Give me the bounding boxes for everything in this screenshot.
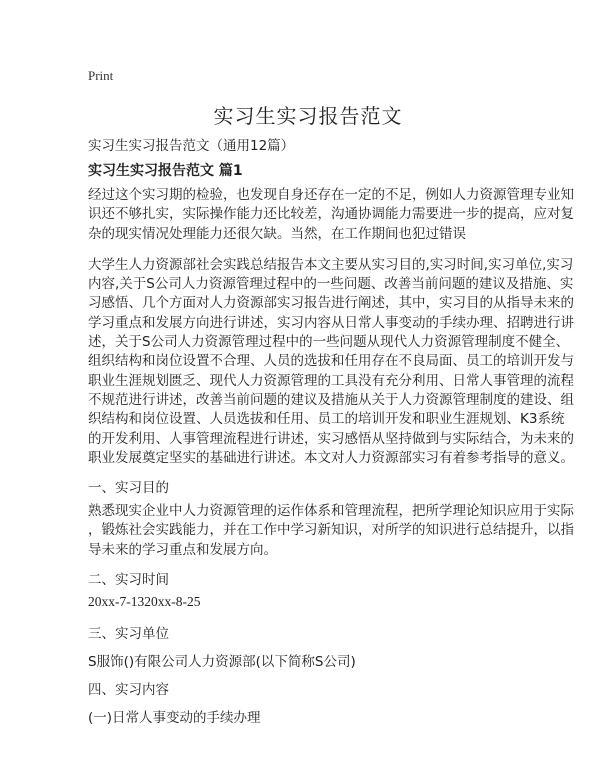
document-title: 实习生实习报告范文	[213, 104, 403, 128]
text-line: 组织结构和岗位设置不合理、人员的选拔和任用存在不良局面、员工的培训开发与	[88, 353, 574, 370]
paragraph-2	[88, 256, 574, 468]
paragraph-1	[88, 186, 574, 244]
internship-unit: S服饰()有限公司人力资源部(以下简称S公司)	[88, 654, 356, 671]
text-line: 职业发展奠定坚实的基础进行讲述。本文对人力资源部实习有着参考指导的意义。	[88, 449, 574, 466]
subsection-1-heading: (一)日常人事变动的手续办理	[88, 710, 261, 727]
text-line: 述，关于S公司人力资源管理过程中的一些问题从现代人力资源管理制度不健全、	[88, 334, 570, 351]
section-4-heading: 四、实习内容	[88, 682, 169, 699]
text-line: 导未来的学习重点和发展方向。	[88, 541, 277, 558]
text-line: 经过这个实习期的检验，也发现自身还存在一定的不足，例如人力资源管理专业知	[88, 187, 574, 203]
text-line: 识还不够扎实，实际操作能力还比较差，沟通协调能力需要进一步的提高，应对复	[88, 206, 574, 223]
text-line: 杂的现实情况处理能力还很欠缺。当然，在工作期间也犯过错误	[88, 225, 466, 242]
text-line: 学习重点和发展方向进行讲述，实习内容从日常人事变动的手续办理、招聘进行讲	[88, 314, 574, 331]
text-line: 大学生人力资源部社会实践总结报告本文主要从实习目的,实习时间,实习单位,实习	[88, 256, 574, 273]
section-heading: 实习生实习报告范文 篇1	[88, 163, 243, 179]
text-line: 的开发利用、人事管理流程进行讲述，实习感悟从坚持做到与实际结合，为未来的	[88, 430, 574, 447]
text-line: 不规范进行讲述，改善当前问题的建议及措施从关于人力资源管理制度的建设、组	[88, 391, 574, 408]
internship-dates: 20xx-7-1320xx-8-25	[88, 594, 201, 610]
document-subtitle: 实习生实习报告范文（通用12篇）	[88, 138, 295, 154]
text-line: ，锻炼社会实践能力，并在工作中学习新知识，对所学的知识进行总结提升，以指	[88, 522, 574, 539]
section-3-heading: 三、实习单位	[88, 626, 169, 643]
section-1-heading: 一、实习目的	[88, 480, 169, 497]
print-link[interactable]: Print	[88, 68, 114, 83]
text-line: 职业生涯规划匮乏、现代人力资源管理的工具没有充分利用、日常人事管理的流程	[88, 372, 574, 389]
document-page	[88, 68, 574, 727]
text-line: 熟悉现实企业中人力资源管理的运作体系和管理流程，把所学理论知识应用于实际	[88, 503, 574, 520]
text-line: 习感悟、几个方面对人力资源部实习报告进行阐述，其中，实习目的从指导未来的	[88, 295, 574, 312]
section-2-heading: 二、实习时间	[88, 572, 169, 589]
paragraph-3	[88, 502, 574, 560]
text-line: 内容,关于S公司人力资源管理过程中的一些问题、改善当前问题的建议及措施、实	[88, 276, 574, 293]
text-line: 织结构和岗位设置、人员选拔和任用、员工的培训开发和职业生涯规划、K3系统	[88, 411, 565, 428]
